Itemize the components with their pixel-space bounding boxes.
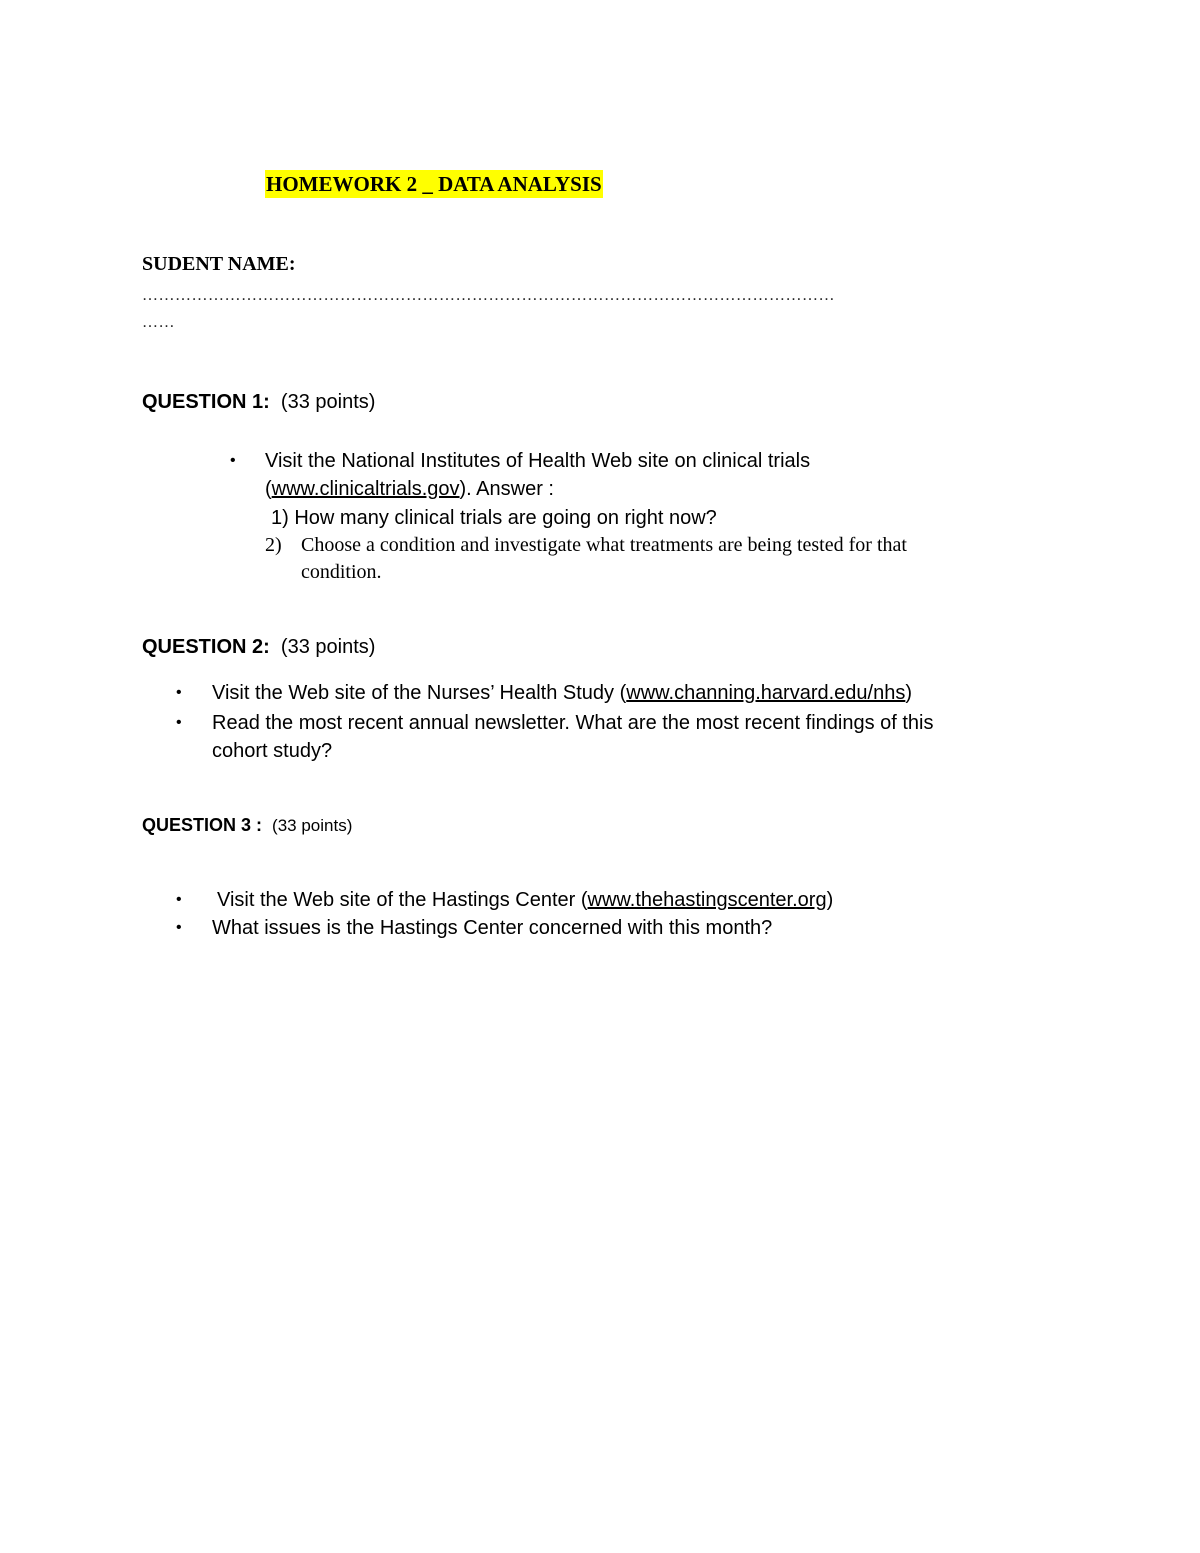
name-dotted-line-continuation: …… [142,314,175,331]
nurses-health-study-link[interactable]: www.channing.harvard.edu/nhs [626,682,906,704]
question-3-label: QUESTION 3 : [142,815,263,835]
question-3-bullet-2: What issues is the Hastings Center concerned with this month? [212,917,773,939]
clinicaltrials-link[interactable]: www.clinicaltrials.gov [271,478,460,500]
name-dotted-line: ……………………………………………………………………………………………………………… [142,287,835,304]
hastings-center-link[interactable]: www.thehastingscenter.org [587,889,827,911]
question-3-heading [142,815,352,836]
bullet-icon: • [176,919,182,936]
sub-2-text: Choose a condition and investigate what treatments are being tested for that [301,534,907,556]
question-1-subquestion-1 [271,507,717,530]
question-2-points: (33 points) [280,636,376,658]
question-2-bullet-2: Read the most recent annual newsletter. What are the most recent findings of this [212,712,934,734]
bullet-icon: • [176,891,182,908]
question-2-bullet-2-cont: cohort study? [212,740,333,762]
question-2-heading [142,636,375,659]
question-3-points: (33 points) [272,816,353,835]
bullet-icon: • [230,452,236,469]
page-title: HOMEWORK 2 _ DATA ANALYSIS [266,172,602,196]
question-1-points: (33 points) [280,391,376,413]
student-name-label: SUDENT NAME: [142,253,296,275]
sub-2-text-cont: condition. [301,561,382,583]
question-1-label: QUESTION 1: [142,391,270,413]
bullet-icon: • [176,684,182,701]
question-2-label: QUESTION 2: [142,636,270,658]
sub-2-number: 2) [265,534,282,556]
question-1-instruction: Visit the National Institutes of Health Web site on clinical trials [265,450,811,472]
sub-1-number: 1) [271,507,289,529]
question-3-bullet-1: Visit the Web site of the Hastings Center (www.thehastingscenter.org) [217,889,834,911]
sub-1-text: How many clinical trials are going on right now? [294,507,717,529]
question-1-instruction-cont: (www.clinicaltrials.gov). Answer : [265,478,554,500]
question-2-bullet-1: Visit the Web site of the Nurses’ Health Study (www.channing.harvard.edu/nhs) [212,682,913,704]
bullet-icon: • [176,714,182,731]
question-1-heading [142,391,375,414]
